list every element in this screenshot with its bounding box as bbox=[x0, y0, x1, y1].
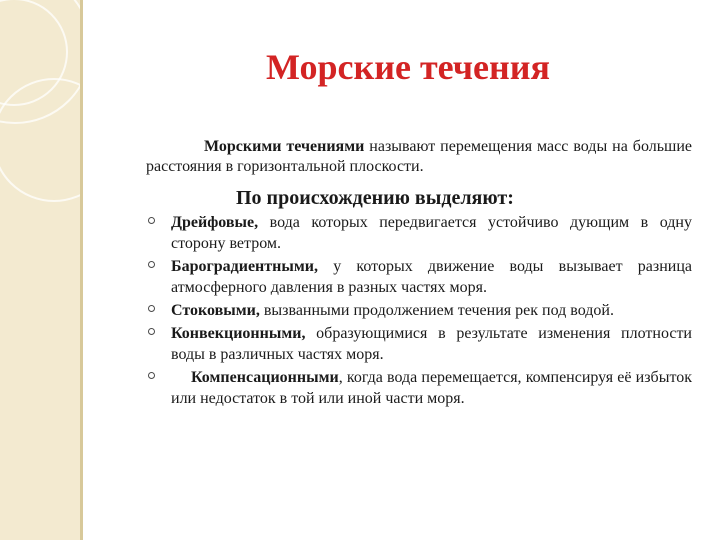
list-item bbox=[148, 256, 692, 298]
list-item bbox=[148, 212, 692, 254]
current-types-list bbox=[148, 212, 692, 411]
item-term: Дрейфовые, bbox=[171, 214, 259, 231]
list-item bbox=[148, 300, 692, 321]
intro-term: Морскими течениями bbox=[204, 138, 365, 155]
bullet-icon bbox=[148, 261, 155, 268]
list-item bbox=[148, 367, 692, 409]
decorative-circle bbox=[0, 78, 80, 202]
item-text: у которых движение воды вызывает разница атмосферного давления в разных частях моря. bbox=[171, 258, 692, 296]
item-term: Барoградиентными, bbox=[171, 258, 318, 275]
bullet-icon bbox=[148, 217, 155, 224]
item-term: Стоковыми, bbox=[171, 302, 260, 319]
item-text: вызванными продолжением течения рек под водой. bbox=[259, 302, 614, 319]
item-text: , когда вода перемещается, компенсируя её избыток или недостаток в той или иной части моря. bbox=[171, 369, 692, 407]
slide-subtitle: По происхождению выделяют: bbox=[236, 187, 514, 209]
bullet-icon bbox=[148, 305, 155, 312]
item-text: вода которых передвигается устойчиво дующим в одну сторону ветром. bbox=[171, 214, 692, 252]
list-item bbox=[148, 323, 692, 365]
item-term: Конвекционными, bbox=[171, 325, 306, 342]
bullet-icon bbox=[148, 372, 155, 379]
bullet-icon bbox=[148, 328, 155, 335]
slide-title: Морские течения bbox=[266, 47, 550, 87]
intro-paragraph bbox=[146, 137, 692, 177]
item-term: Компенсационными bbox=[191, 369, 339, 386]
intro-text: называют перемещения масс воды на большие расстояния в горизонтальной плоскости. bbox=[146, 138, 692, 175]
item-text: образующимися в результате изменения плотности воды в различных частях моря. bbox=[171, 325, 692, 363]
